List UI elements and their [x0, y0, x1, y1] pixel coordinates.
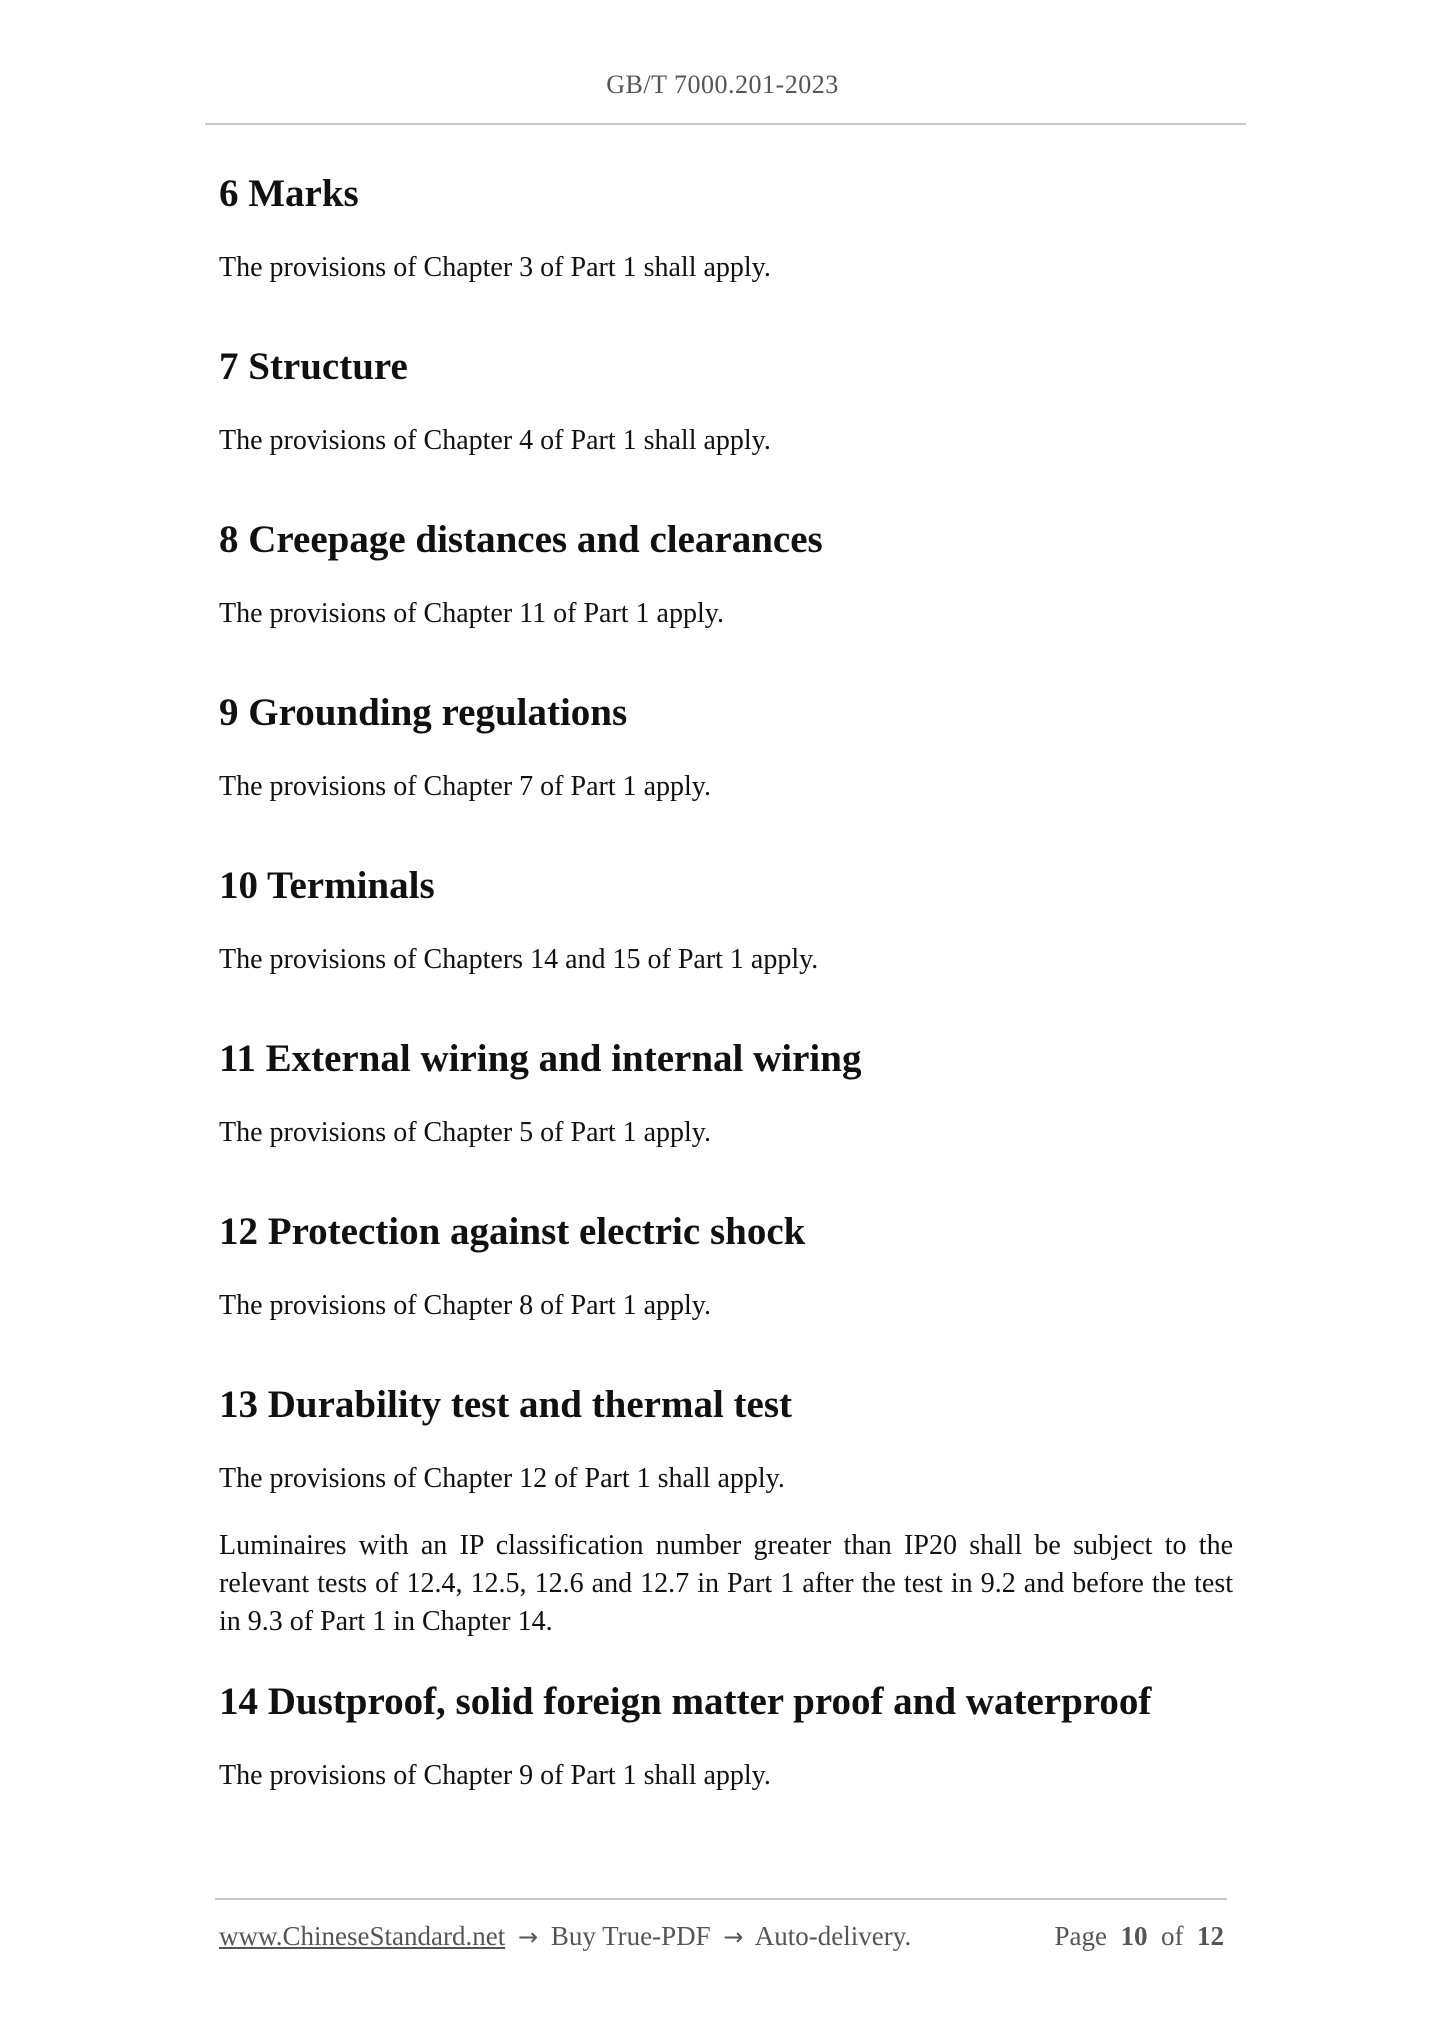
- delivery-text: Auto-delivery.: [754, 1921, 912, 1951]
- page-number: [1055, 1916, 1224, 1956]
- header-divider: [205, 123, 1246, 125]
- page-current: 10: [1120, 1921, 1148, 1951]
- section-heading: 8 Creepage distances and clearances: [219, 518, 823, 561]
- section-paragraph: The provisions of Chapter 12 of Part 1 shall apply.: [219, 1463, 785, 1494]
- section-heading: 11 External wiring and internal wiring: [219, 1037, 862, 1080]
- page-total: 12: [1197, 1921, 1224, 1951]
- section-13: [219, 1373, 1233, 1641]
- section-heading: 6 Marks: [219, 172, 359, 215]
- arrow-right-icon: →: [517, 1923, 539, 1951]
- document-body: [219, 162, 1233, 1843]
- section-10: [219, 854, 1233, 1027]
- section-6: [219, 162, 1233, 335]
- section-paragraph: The provisions of Chapter 7 of Part 1 apply.: [219, 771, 711, 802]
- section-heading: 10 Terminals: [219, 864, 435, 907]
- section-paragraph: The provisions of Chapter 4 of Part 1 shall apply.: [219, 425, 771, 456]
- section-12: [219, 1200, 1233, 1373]
- section-7: [219, 335, 1233, 508]
- footer-divider: [215, 1898, 1227, 1900]
- section-9: [219, 681, 1233, 854]
- footer-promo: [219, 1916, 911, 1957]
- section-paragraph: The provisions of Chapter 8 of Part 1 apply.: [219, 1290, 711, 1321]
- section-paragraph: Luminaires with an IP classification number greater than IP20 shall be subject to the relevant tests of 12.4, 12.5, 12.6 and 12.7 in Part 1 after the test in 9.2 and before the test in 9.3 of Part 1 in Chapter 14.: [219, 1530, 1233, 1637]
- section-heading: 9 Grounding regulations: [219, 691, 628, 734]
- section-paragraph: The provisions of Chapter 3 of Part 1 shall apply.: [219, 252, 771, 283]
- section-paragraph: The provisions of Chapter 9 of Part 1 shall apply.: [219, 1760, 771, 1791]
- page-header: GB/T 7000.201-2023: [606, 70, 839, 99]
- section-paragraph: The provisions of Chapters 14 and 15 of Part 1 apply.: [219, 944, 819, 975]
- section-11: [219, 1027, 1233, 1200]
- section-8: [219, 508, 1233, 681]
- section-14: [219, 1670, 1233, 1843]
- section-heading: 14 Dustproof, solid foreign matter proof and waterproof: [219, 1680, 1152, 1723]
- website-link[interactable]: www.ChineseStandard.net: [219, 1921, 506, 1951]
- arrow-right-icon: →: [723, 1923, 744, 1951]
- section-heading: 12 Protection against electric shock: [219, 1210, 806, 1253]
- section-paragraph: The provisions of Chapter 5 of Part 1 apply.: [219, 1117, 711, 1148]
- page-label: Page: [1054, 1921, 1107, 1951]
- section-paragraph: The provisions of Chapter 11 of Part 1 apply.: [219, 598, 724, 629]
- section-heading: 13 Durability test and thermal test: [219, 1383, 793, 1426]
- buy-text: Buy True-PDF: [550, 1921, 711, 1951]
- section-heading: 7 Structure: [219, 345, 408, 388]
- of-label: of: [1161, 1921, 1184, 1951]
